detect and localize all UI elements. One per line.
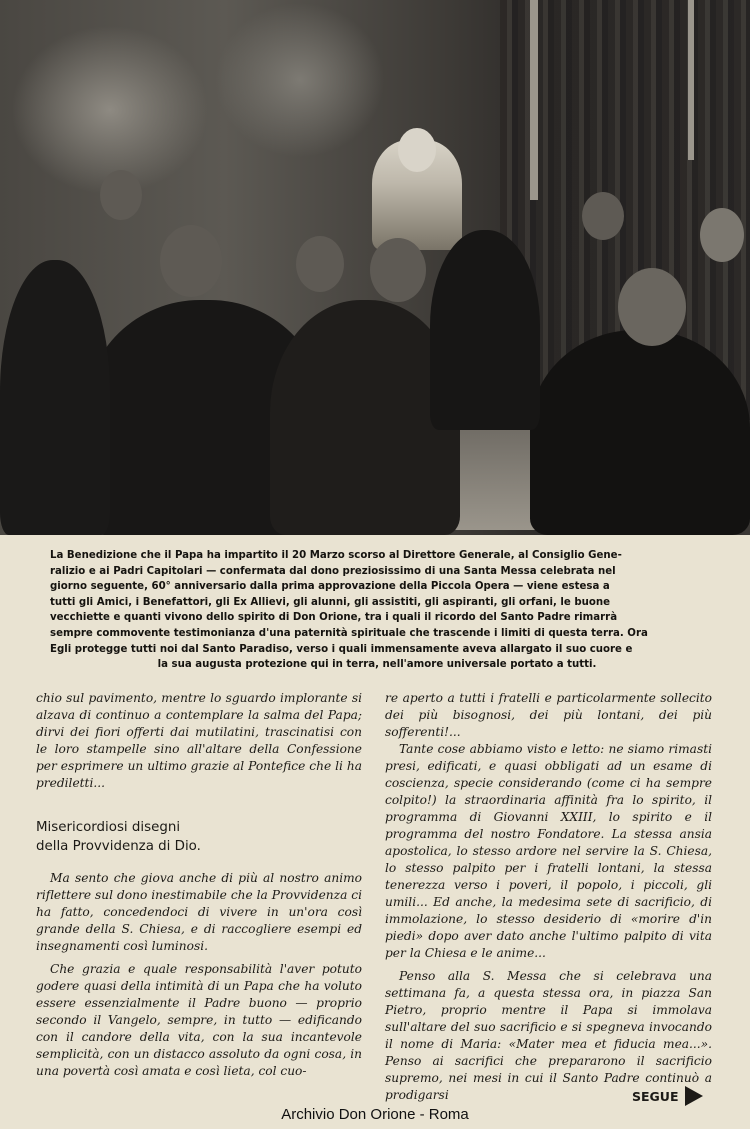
crowd-figure: [530, 330, 750, 535]
crowd-head: [618, 268, 686, 346]
paragraph: chio sul pavimento, mentre lo sguardo implorante si alzava di continuo a contemplare la salma del Papa; dirvi dei fiori offerti dai mutilatini, trascinatisi con le loro stampelle sino all'altare della Confessione per esprimere un ultimo grazie al Pontefice che li ha prediletti...: [36, 691, 362, 790]
segue-label: SEGUE: [632, 1088, 679, 1104]
section-heading: [36, 818, 362, 856]
caption-line: tutti gli Amici, i Benefattori, gli Ex Allievi, gli alunni, gli assistiti, gli aspiranti, gli orfani, le buone: [50, 596, 611, 608]
caption-line: giorno seguente, 60° anniversario dalla prima approvazione della Piccola Opera — viene estesa a: [50, 581, 610, 593]
crowd-figure: [430, 230, 540, 430]
crowd-head: [296, 236, 344, 292]
crowd-head: [582, 192, 624, 240]
caption-line: Egli protegge tutti noi dal Santo Paradiso, verso i quali immensamente aveva allargato il suo cuore e: [50, 643, 633, 655]
crowd-head: [100, 170, 142, 220]
caption-line: vecchiette e quanti vivono dello spirito di Don Orione, tra i quali il ricordo del Santo Padre rimarrà: [50, 612, 618, 624]
caption-line: La Benedizione che il Papa ha impartito il 20 Marzo scorso al Direttore Generale, al Consiglio Gene-: [50, 550, 622, 561]
archive-footer: Archivio Don Orione - Roma: [281, 1106, 469, 1123]
photo-papal-blessing: [0, 0, 750, 535]
caption-line: la sua augusta protezione qui in terra, nell'amore universale portato a tutti.: [157, 659, 597, 671]
left-column: [36, 690, 362, 1080]
paragraph: re aperto a tutti i fratelli e particolarmente sollecito dei più bisognosi, dei più lontani, dei più sofferenti!...: [385, 691, 712, 739]
section-heading-line: della Provvidenza di Dio.: [36, 839, 201, 854]
right-column: [385, 690, 712, 1104]
section-heading-line: Misericordiosi disegni: [36, 820, 181, 835]
crowd-head: [700, 208, 744, 262]
painting-frame: [530, 0, 538, 200]
pope-head: [398, 128, 436, 172]
paragraph: Penso alla S. Messa che si celebrava una settimana fa, a questa stessa ora, in piazza San Pietro, proprio mentre il Papa si immolava sull'altare del suo sacrificio e si spegneva invocando il nome di Maria: «Mater mea et fiducia mea...». Penso ai sacrifici che prepararono il sacrificio supremo, nei mesi in cui il Santo Padre continuò a prodigarsi: [385, 969, 712, 1102]
crowd-figure: [0, 260, 110, 535]
caption-line: ralizio e ai Padri Capitolari — confermata dal dono preziosissimo di una Santa Messa celebrata nel: [50, 565, 616, 577]
paragraph: Ma sento che giova anche di più al nostro animo riflettere sul dono inestimabile che la Provvidenza ci ha fatto, concedendoci di vivere in un'ora così grande della S. Chiesa, e di raccogliere esempi ed insegnamenti così luminosi.: [36, 871, 362, 953]
crowd-head: [160, 225, 222, 297]
paragraph: Tante cose abbiamo visto e letto: ne siamo rimasti presi, edificati, e quasi obbligati ad un esame di coscienza, specie considerando (come ci ha sempre colpito!) la straordinaria affinità fra lo spirito, il programma di Giovanni XXIII, lo spirito e il programma del nostro Fondatore. La stessa ansia apostolica, lo stesso ardore nel servire la S. Chiesa, lo stesso palpito per i fratelli lontani, la stessa tenerezza verso i poveri, il popolo, i piccoli, gli umili... Ed anche, la medesima sete di sacrificio, di immolazione, lo stesso desiderio di «morire d'in piedi» dopo aver dato anche l'ultimo palpito di vita per la Chiesa e le anime...: [385, 742, 712, 960]
paragraph: Che grazia e quale responsabilità l'aver potuto godere quasi della intimità di un Papa che ha voluto essere essenzialmente il Padre buono — proprio secondo il Vangelo, sempre, in tutto — edificando con il candore della vita, con la sua incantevole semplicità, con un distacco assoluto da ogni cosa, in una povertà così amata e così lieta, col cuo-: [36, 962, 362, 1078]
photo-caption: [50, 548, 704, 673]
crowd-head: [370, 238, 426, 302]
continue-link[interactable]: [632, 1086, 703, 1106]
painting-frame: [688, 0, 694, 160]
arrow-right-icon: [685, 1086, 703, 1106]
caption-line: sempre commovente testimonianza d'una paternità spirituale che trascende i limiti di questa terra. Ora: [50, 627, 648, 639]
